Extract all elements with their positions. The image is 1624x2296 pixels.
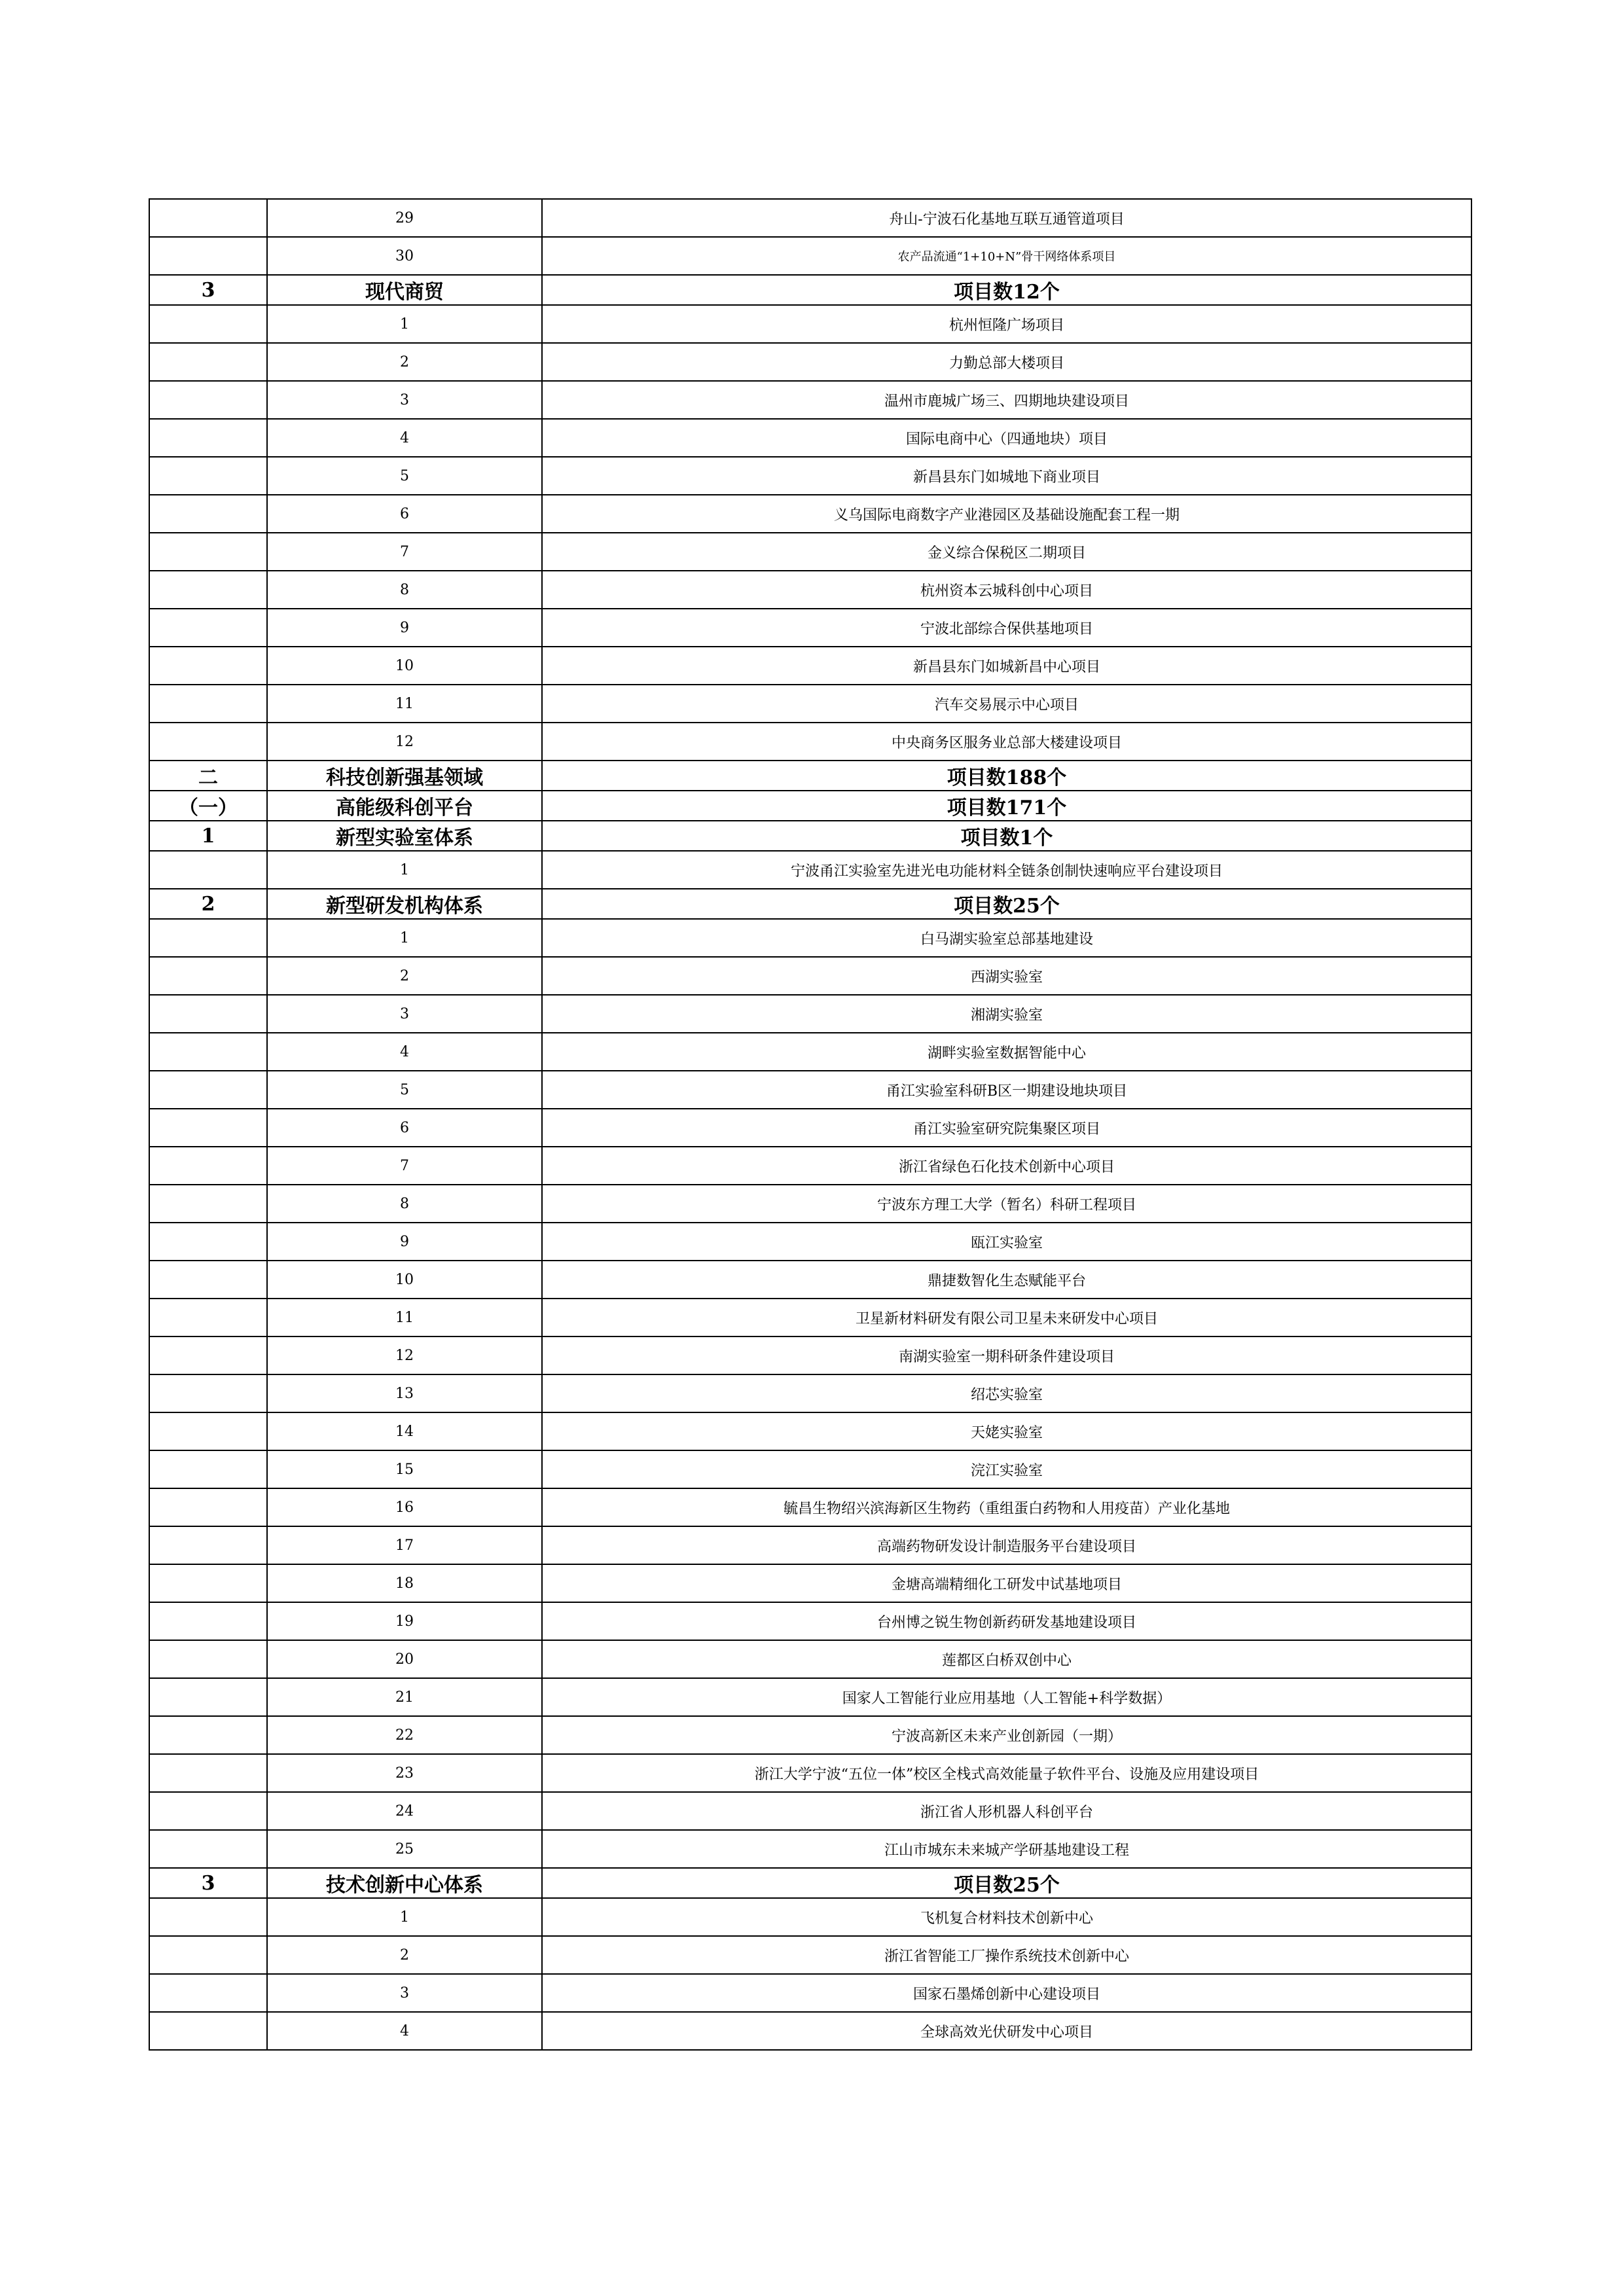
item-number-cell: 8 — [267, 1185, 542, 1223]
category-count-cell: 项目数25个 — [542, 1868, 1471, 1898]
project-name-cell: 金塘高端精细化工研发中试基地项目 — [542, 1564, 1471, 1602]
item-number-cell: 29 — [267, 199, 542, 237]
item-number-cell: 14 — [267, 1412, 542, 1450]
empty-cell — [149, 851, 267, 889]
table-row — [149, 381, 1471, 419]
empty-cell — [149, 1147, 267, 1185]
project-name-cell: 宁波北部综合保供基地项目 — [542, 609, 1471, 647]
table-row — [149, 1185, 1471, 1223]
category-count-cell: 项目数188个 — [542, 761, 1471, 791]
empty-cell — [149, 1185, 267, 1223]
item-number-cell: 1 — [267, 851, 542, 889]
table-row — [149, 1898, 1471, 1936]
project-name-cell: 卫星新材料研发有限公司卫星未来研发中心项目 — [542, 1299, 1471, 1336]
empty-cell — [149, 1678, 267, 1716]
project-name-cell: 浣江实验室 — [542, 1450, 1471, 1488]
table-row — [149, 199, 1471, 237]
table-row — [149, 1830, 1471, 1868]
project-name-cell: 江山市城东未来城产学研基地建设工程 — [542, 1830, 1471, 1868]
item-number-cell: 1 — [267, 919, 542, 957]
empty-cell — [149, 305, 267, 343]
empty-cell — [149, 1830, 267, 1868]
project-name-cell: 莲都区白桥双创中心 — [542, 1640, 1471, 1678]
item-number-cell: 6 — [267, 495, 542, 533]
item-number-cell: 2 — [267, 343, 542, 381]
category-name-cell: 高能级科创平台 — [267, 791, 542, 821]
item-number-cell: 4 — [267, 1033, 542, 1071]
category-row — [149, 821, 1471, 851]
item-number-cell: 3 — [267, 995, 542, 1033]
empty-cell — [149, 1412, 267, 1450]
category-count-cell: 项目数12个 — [542, 275, 1471, 305]
empty-cell — [149, 957, 267, 995]
project-name-cell: 瓯江实验室 — [542, 1223, 1471, 1261]
table-row — [149, 1974, 1471, 2012]
project-name-cell: 湘湖实验室 — [542, 995, 1471, 1033]
table-row — [149, 1223, 1471, 1261]
category-name-cell: 技术创新中心体系 — [267, 1868, 542, 1898]
item-number-cell: 3 — [267, 1974, 542, 2012]
table-row — [149, 919, 1471, 957]
project-name-cell: 金义综合保税区二期项目 — [542, 533, 1471, 571]
empty-cell — [149, 1033, 267, 1071]
category-row — [149, 791, 1471, 821]
table-row — [149, 1261, 1471, 1299]
empty-cell — [149, 381, 267, 419]
project-name-cell: 飞机复合材料技术创新中心 — [542, 1898, 1471, 1936]
item-number-cell: 10 — [267, 647, 542, 685]
empty-cell — [149, 571, 267, 609]
project-name-cell: 西湖实验室 — [542, 957, 1471, 995]
empty-cell — [149, 419, 267, 457]
empty-cell — [149, 199, 267, 237]
project-name-cell: 台州博之锐生物创新药研发基地建设项目 — [542, 1602, 1471, 1640]
category-seq-cell: 3 — [149, 1868, 267, 1898]
table-row — [149, 1936, 1471, 1974]
project-name-cell: 新昌县东门如城地下商业项目 — [542, 457, 1471, 495]
category-row — [149, 889, 1471, 919]
project-name-cell: 义乌国际电商数字产业港园区及基础设施配套工程一期 — [542, 495, 1471, 533]
empty-cell — [149, 1526, 267, 1564]
item-number-cell: 1 — [267, 305, 542, 343]
table-row — [149, 1412, 1471, 1450]
table-row — [149, 851, 1471, 889]
empty-cell — [149, 1974, 267, 2012]
item-number-cell: 21 — [267, 1678, 542, 1716]
table-row — [149, 1754, 1471, 1792]
table-row — [149, 1526, 1471, 1564]
table-row — [149, 495, 1471, 533]
project-name-cell: 宁波甬江实验室先进光电功能材料全链条创制快速响应平台建设项目 — [542, 851, 1471, 889]
empty-cell — [149, 1374, 267, 1412]
empty-cell — [149, 919, 267, 957]
table-row — [149, 1374, 1471, 1412]
item-number-cell: 11 — [267, 685, 542, 723]
project-name-cell: 温州市鹿城广场三、四期地块建设项目 — [542, 381, 1471, 419]
project-name-cell: 宁波东方理工大学（暂名）科研工程项目 — [542, 1185, 1471, 1223]
empty-cell — [149, 495, 267, 533]
category-row — [149, 761, 1471, 791]
empty-cell — [149, 1299, 267, 1336]
project-name-cell: 国际电商中心（四通地块）项目 — [542, 419, 1471, 457]
empty-cell — [149, 1754, 267, 1792]
project-name-cell: 鼎捷数智化生态赋能平台 — [542, 1261, 1471, 1299]
category-name-cell: 新型实验室体系 — [267, 821, 542, 851]
project-name-cell: 国家石墨烯创新中心建设项目 — [542, 1974, 1471, 2012]
category-row — [149, 275, 1471, 305]
item-number-cell: 8 — [267, 571, 542, 609]
project-name-cell: 杭州资本云城科创中心项目 — [542, 571, 1471, 609]
project-name-cell: 新昌县东门如城新昌中心项目 — [542, 647, 1471, 685]
empty-cell — [149, 1936, 267, 1974]
item-number-cell: 9 — [267, 609, 542, 647]
empty-cell — [149, 237, 267, 275]
item-number-cell: 3 — [267, 381, 542, 419]
empty-cell — [149, 1792, 267, 1830]
category-seq-cell: （一） — [149, 791, 267, 821]
table-row — [149, 1792, 1471, 1830]
project-name-cell: 汽车交易展示中心项目 — [542, 685, 1471, 723]
table-row — [149, 647, 1471, 685]
item-number-cell: 20 — [267, 1640, 542, 1678]
item-number-cell: 12 — [267, 1336, 542, 1374]
table-row — [149, 1678, 1471, 1716]
item-number-cell: 5 — [267, 457, 542, 495]
table-row — [149, 1336, 1471, 1374]
category-name-cell: 新型研发机构体系 — [267, 889, 542, 919]
table-row — [149, 995, 1471, 1033]
empty-cell — [149, 1450, 267, 1488]
table-row — [149, 957, 1471, 995]
empty-cell — [149, 1640, 267, 1678]
table-row — [149, 1299, 1471, 1336]
project-name-cell: 天姥实验室 — [542, 1412, 1471, 1450]
table-row — [149, 1071, 1471, 1109]
empty-cell — [149, 1261, 267, 1299]
item-number-cell: 11 — [267, 1299, 542, 1336]
project-name-cell: 高端药物研发设计制造服务平台建设项目 — [542, 1526, 1471, 1564]
item-number-cell: 23 — [267, 1754, 542, 1792]
category-seq-cell: 2 — [149, 889, 267, 919]
item-number-cell: 2 — [267, 1936, 542, 1974]
category-seq-cell: 1 — [149, 821, 267, 851]
project-name-cell: 全球高效光伏研发中心项目 — [542, 2012, 1471, 2050]
item-number-cell: 7 — [267, 533, 542, 571]
item-number-cell: 30 — [267, 237, 542, 275]
item-number-cell: 10 — [267, 1261, 542, 1299]
project-name-cell: 农产品流通“1+10+N”骨干网络体系项目 — [542, 237, 1471, 275]
empty-cell — [149, 457, 267, 495]
item-number-cell: 25 — [267, 1830, 542, 1868]
item-number-cell: 6 — [267, 1109, 542, 1147]
item-number-cell: 9 — [267, 1223, 542, 1261]
category-name-cell: 现代商贸 — [267, 275, 542, 305]
category-name-cell: 科技创新强基领域 — [267, 761, 542, 791]
item-number-cell: 4 — [267, 2012, 542, 2050]
table-row — [149, 1640, 1471, 1678]
project-name-cell: 南湖实验室一期科研条件建设项目 — [542, 1336, 1471, 1374]
project-name-cell: 甬江实验室研究院集聚区项目 — [542, 1109, 1471, 1147]
table-row — [149, 1147, 1471, 1185]
project-list-body — [149, 199, 1471, 2050]
empty-cell — [149, 1564, 267, 1602]
table-row — [149, 1488, 1471, 1526]
category-seq-cell: 二 — [149, 761, 267, 791]
item-number-cell: 7 — [267, 1147, 542, 1185]
table-row — [149, 533, 1471, 571]
empty-cell — [149, 1898, 267, 1936]
table-row — [149, 609, 1471, 647]
project-name-cell: 绍芯实验室 — [542, 1374, 1471, 1412]
table-row — [149, 305, 1471, 343]
category-seq-cell: 3 — [149, 275, 267, 305]
empty-cell — [149, 609, 267, 647]
category-count-cell: 项目数1个 — [542, 821, 1471, 851]
empty-cell — [149, 1109, 267, 1147]
item-number-cell: 12 — [267, 723, 542, 761]
table-row — [149, 1716, 1471, 1754]
project-name-cell: 甬江实验室科研B区一期建设地块项目 — [542, 1071, 1471, 1109]
category-count-cell: 项目数171个 — [542, 791, 1471, 821]
category-row — [149, 1868, 1471, 1898]
empty-cell — [149, 1716, 267, 1754]
category-count-cell: 项目数25个 — [542, 889, 1471, 919]
project-name-cell: 白马湖实验室总部基地建设 — [542, 919, 1471, 957]
table-row — [149, 1564, 1471, 1602]
empty-cell — [149, 1223, 267, 1261]
table-row — [149, 237, 1471, 275]
item-number-cell: 22 — [267, 1716, 542, 1754]
table-row — [149, 1450, 1471, 1488]
project-name-cell: 宁波高新区未来产业创新园（一期） — [542, 1716, 1471, 1754]
project-name-cell: 湖畔实验室数据智能中心 — [542, 1033, 1471, 1071]
project-list-table — [149, 198, 1472, 2051]
item-number-cell: 24 — [267, 1792, 542, 1830]
table-row — [149, 685, 1471, 723]
empty-cell — [149, 647, 267, 685]
empty-cell — [149, 1488, 267, 1526]
item-number-cell: 19 — [267, 1602, 542, 1640]
table-row — [149, 343, 1471, 381]
empty-cell — [149, 723, 267, 761]
item-number-cell: 2 — [267, 957, 542, 995]
table-row — [149, 723, 1471, 761]
item-number-cell: 17 — [267, 1526, 542, 1564]
table-row — [149, 1602, 1471, 1640]
item-number-cell: 15 — [267, 1450, 542, 1488]
empty-cell — [149, 1336, 267, 1374]
project-name-cell: 浙江省绿色石化技术创新中心项目 — [542, 1147, 1471, 1185]
item-number-cell: 1 — [267, 1898, 542, 1936]
project-name-cell: 舟山-宁波石化基地互联互通管道项目 — [542, 199, 1471, 237]
table-row — [149, 1109, 1471, 1147]
empty-cell — [149, 2012, 267, 2050]
project-name-cell: 浙江大学宁波“五位一体”校区全栈式高效能量子软件平台、设施及应用建设项目 — [542, 1754, 1471, 1792]
empty-cell — [149, 1602, 267, 1640]
item-number-cell: 5 — [267, 1071, 542, 1109]
item-number-cell: 4 — [267, 419, 542, 457]
empty-cell — [149, 995, 267, 1033]
item-number-cell: 16 — [267, 1488, 542, 1526]
table-row — [149, 2012, 1471, 2050]
empty-cell — [149, 685, 267, 723]
empty-cell — [149, 343, 267, 381]
empty-cell — [149, 533, 267, 571]
table-row — [149, 457, 1471, 495]
project-name-cell: 杭州恒隆广场项目 — [542, 305, 1471, 343]
table-row — [149, 1033, 1471, 1071]
project-name-cell: 力勤总部大楼项目 — [542, 343, 1471, 381]
item-number-cell: 18 — [267, 1564, 542, 1602]
project-name-cell: 毓昌生物绍兴滨海新区生物药（重组蛋白药物和人用疫苗）产业化基地 — [542, 1488, 1471, 1526]
project-name-cell: 浙江省人形机器人科创平台 — [542, 1792, 1471, 1830]
project-name-cell: 国家人工智能行业应用基地（人工智能+科学数据） — [542, 1678, 1471, 1716]
project-name-cell: 中央商务区服务业总部大楼建设项目 — [542, 723, 1471, 761]
project-name-cell: 浙江省智能工厂操作系统技术创新中心 — [542, 1936, 1471, 1974]
table-row — [149, 419, 1471, 457]
table-row — [149, 571, 1471, 609]
item-number-cell: 13 — [267, 1374, 542, 1412]
empty-cell — [149, 1071, 267, 1109]
